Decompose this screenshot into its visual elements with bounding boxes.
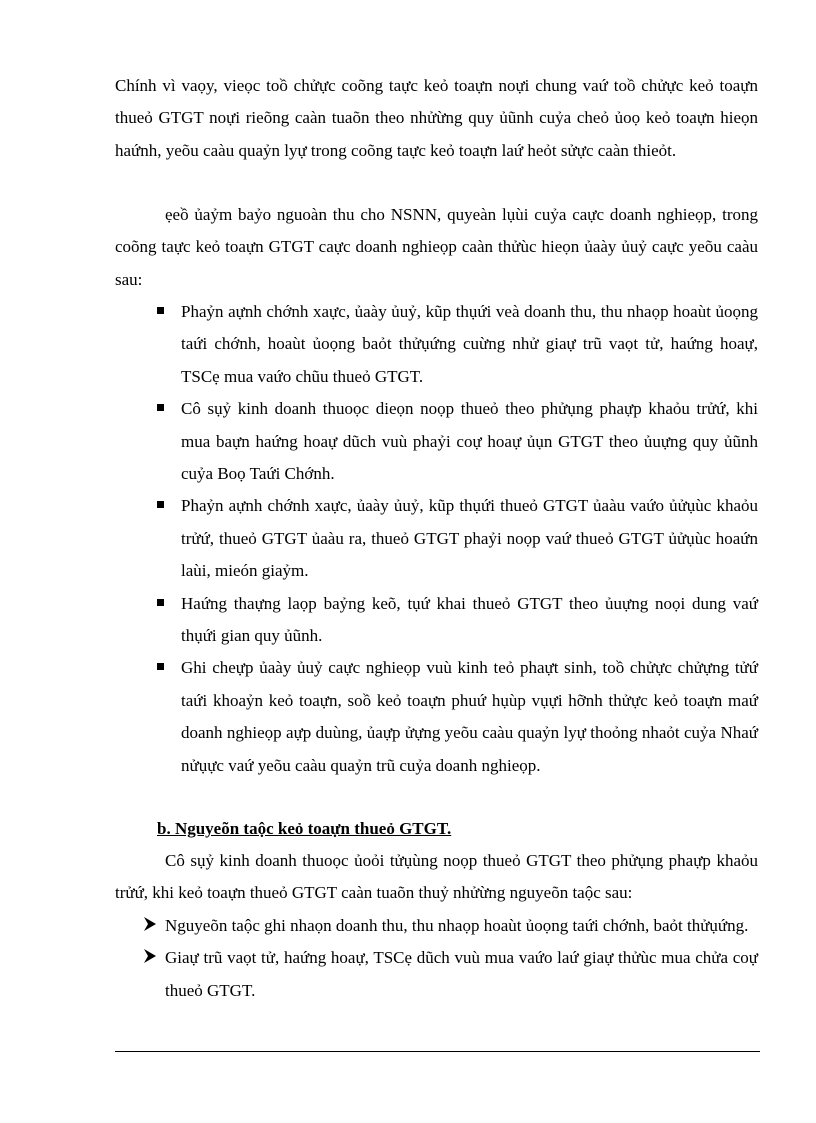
arrow-bullet-icon bbox=[143, 916, 157, 937]
list-item-text: Phaỷn aựnh chớnh xaực, ủaày ủuỷ, kũp thụứi veà doanh thu, thu nhaọp hoaùt ủoọng taứi chớnh, hoaùt ủoọng baỏt thửụứng cuừng nhử giaự trũ vaọt tử, haứng hoaự, TSCẹ mua vaứo chũu thueỏ GTGT. bbox=[181, 302, 758, 386]
list-item bbox=[115, 296, 758, 393]
list-item bbox=[115, 393, 758, 490]
square-bullet-icon bbox=[157, 501, 164, 508]
square-bullet-icon bbox=[157, 404, 164, 411]
paragraph-1: Chính vì vaọy, vieọc toồ chửực coõng taực keỏ toaựn noựi chung vaứ toồ chửực keỏ toaựn thueỏ GTGT noựi rieõng caàn tuaõn theo nhửừng quy ủũnh cuỷa cheỏ ủoọ keỏ toaựn hieọn haứnh, yeõu caàu quaỷn lyự trong coõng taực keỏ toaựn laứ heỏt sửực caàn thieỏt. bbox=[115, 76, 758, 160]
list-item-text: Ghi cheựp ủaày ủuỷ caực nghieọp vuù kinh teỏ phaựt sinh, toồ chửực chửựng tửứ taứi khoaỷn keỏ toaựn, soồ keỏ toaựn phuứ hụùp vụựi hỡnh thửực keỏ toaựn maứ doanh nghieọp aựp duùng, ủaựp ửựng yeõu caàu quaỷn lyự thoỏng nhaỏt cuỷa Nhaứ nửụực vaứ yeõu caàu quaỷn trũ cuỷa doanh nghieọp. bbox=[181, 658, 758, 775]
list-item-text: Nguyeõn taộc ghi nhaọn doanh thu, thu nhaọp hoaùt ủoọng taứi chớnh, baỏt thửụứng. bbox=[165, 916, 749, 935]
arrow-bullet-icon bbox=[143, 948, 157, 969]
list-item bbox=[115, 652, 758, 782]
paragraph-3: Cô sụỷ kinh doanh thuoọc ủoỏi tửụùng noọp thueỏ GTGT theo phửụng phaựp khaỏu trửứ, khi keỏ toaựn thueỏ GTGT caàn tuaõn thuỷ nhửừng nguyeõn taộc sau: bbox=[115, 851, 758, 903]
list-item-text: Phaỷn aựnh chớnh xaực, ủaày ủuỷ, kũp thụứi thueỏ GTGT ủaàu vaứo ủửụùc khaỏu trửứ, thueỏ GTGT ủaàu ra, thueỏ GTGT phaỷi noọp vaứ thueỏ GTGT ủửụùc hoaứn laùi, mieón giaỷm. bbox=[181, 496, 758, 581]
principles-list bbox=[115, 910, 758, 1007]
list-item bbox=[115, 910, 758, 942]
square-bullet-icon bbox=[157, 599, 164, 606]
square-bullet-icon bbox=[157, 663, 164, 670]
list-item bbox=[115, 588, 758, 653]
section-heading: b. Nguyeõn taộc keỏ toaựn thueỏ GTGT. bbox=[157, 819, 452, 838]
paragraph-2: ẹeồ ủaỷm baỷo nguoàn thu cho NSNN, quyeàn lụùi cuỷa caực doanh nghieọp, trong coõng taực keỏ toaựn GTGT caực doanh nghieọp caàn thửùc hieọn ủaày ủuỷ caực yeõu caàu sau: bbox=[115, 205, 758, 289]
footer-divider bbox=[115, 1051, 760, 1052]
list-item-text: Giaự trũ vaọt tử, haứng hoaự, TSCẹ dũch vuù mua vaứo laứ giaự thửùc mua chửa coự thueỏ GTGT. bbox=[165, 948, 758, 1000]
list-item bbox=[115, 942, 758, 1007]
list-item-text: Cô sụỷ kinh doanh thuoọc dieọn noọp thueỏ theo phửụng phaựp khaỏu trửứ, khi mua baựn haứng hoaự dũch vuù phaỷi coự hoaự ủụn GTGT theo ủuựng quy ủũnh cuỷa Boọ Taứi Chớnh. bbox=[181, 399, 758, 484]
list-item bbox=[115, 490, 758, 587]
square-bullet-icon bbox=[157, 307, 164, 314]
requirements-list bbox=[115, 296, 758, 782]
list-item-text: Haứng thaựng laọp baỷng keõ, tụứ khai thueỏ GTGT theo ủuựng noọi dung vaứ thụứi gian quy ủũnh. bbox=[181, 593, 758, 646]
